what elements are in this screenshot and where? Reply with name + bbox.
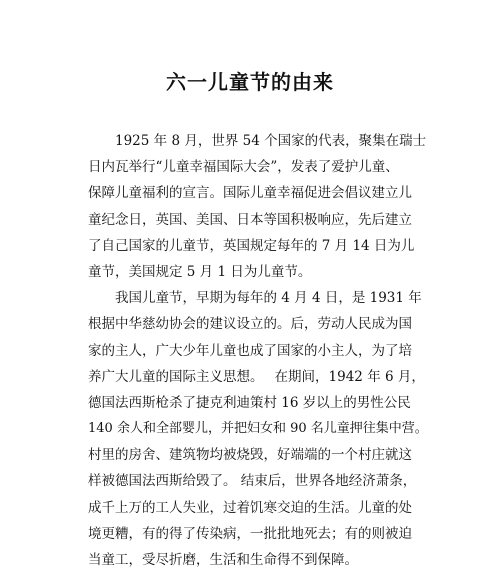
body-line: 村里的房舍、建筑物均被烧毁，好端端的一个村庄就这 — [88, 447, 412, 464]
document-title: 六一儿童节的由来 — [166, 70, 334, 94]
body-line: 童纪念日，英国、美国、日本等国积极响应，先后建立 — [88, 211, 412, 228]
body-line: 样被德国法西斯给毁了。 结束后，世界各地经济萧条， — [88, 473, 417, 490]
body-line: 我国儿童节，早期为每年的 4 月 4 日，是 1931 年 — [88, 290, 422, 307]
body-line: 境更糟，有的得了传染病，一批批地死去；有的则被迫 — [88, 525, 412, 542]
body-line: 保障儿童福利的宣言。国际儿童幸福促进会倡议建立儿 — [88, 185, 412, 202]
body-line: 了自己国家的儿童节，英国规定每年的 7 月 14 日为儿 — [88, 237, 415, 254]
body-line: 1925 年 8 月，世界 54 个国家的代表，聚集在瑞士 — [88, 133, 427, 149]
body-line: 当童工，受尽折磨，生活和生命得不到保障。 — [88, 552, 358, 568]
body-line: 童节，美国规定 5 月 1 日为儿童节。 — [88, 263, 312, 280]
body-line: 日内瓦举行“儿童幸福国际大会”，发表了爱护儿童、 — [88, 159, 399, 176]
body-line: 成千上万的工人失业，过着饥寒交迫的生活。儿童的处 — [88, 499, 412, 516]
document-body — [88, 128, 428, 573]
body-line: 140 余人和全部婴儿，并把妇女和 90 名儿童押往集中营。 — [88, 421, 428, 437]
body-line: 德国法西斯枪杀了捷克利迪策村 16 岁以上的男性公民 — [88, 394, 411, 411]
body-line: 养广大儿童的国际主义思想。 在期间，1942 年 6 月， — [88, 368, 425, 385]
body-line: 家的主人，广大少年儿童也成了国家的小主人，为了培 — [88, 342, 412, 359]
body-line: 根据中华慈幼协会的建议设立的。后，劳动人民成为国 — [88, 316, 412, 333]
